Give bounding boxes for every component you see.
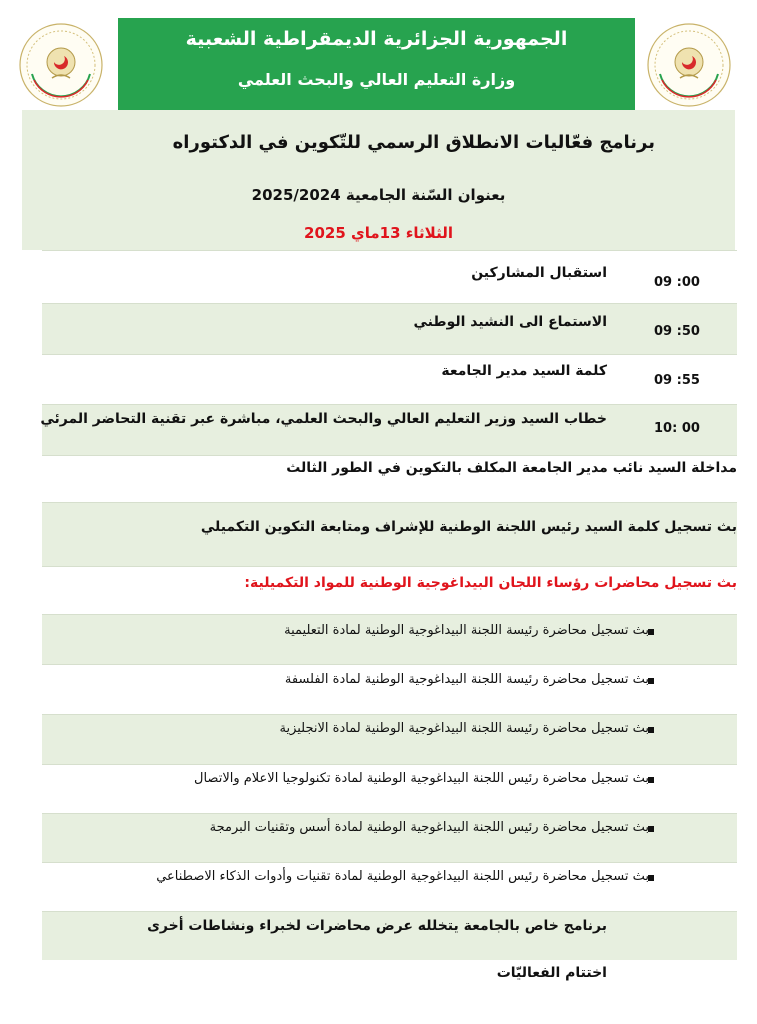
lecture-row [42, 813, 737, 863]
lecture-text: بث تسجيل محاضرة رئيس اللجنة البيداغوجية الوطنية لمادة أسس وتقنيات البرمجة [209, 820, 649, 835]
schedule-row [42, 354, 737, 405]
republic-name: الجمهورية الجزائرية الديمقراطية الشعبية [185, 28, 568, 50]
lecture-row [42, 862, 737, 912]
special-program-row [42, 911, 737, 960]
program-item [42, 502, 737, 567]
ministry-seal-logo-right [646, 22, 732, 108]
program-item [42, 455, 737, 503]
lecture-text: بث تسجيل محاضرة رئيس اللجنة البيداغوجية الوطنية لمادة تقنيات وأدوات الذكاء الاصطناعي [156, 869, 649, 884]
schedule-time: 09 :55 [654, 373, 700, 388]
lecture-row [42, 614, 737, 665]
lecture-text: بث تسجيل محاضرة رئيسة اللجنة البيداغوجية الوطنية لمادة الفلسفة [284, 672, 649, 687]
schedule-text: خطاب السيد وزير التعليم العالي والبحث العلمي، مباشرة عبر تقنية التحاضر المرئي [40, 411, 607, 427]
lecture-text: بث تسجيل محاضرة رئيسة اللجنة البيداغوجية الوطنية لمادة الانجليزية [279, 721, 649, 736]
vice-director-speech: مداخلة السيد نائب مدير الجامعة المكلف بالتكوين في الطور الثالث [286, 460, 737, 476]
program-title: برنامج فعّاليات الانطلاق الرسمي للتّكوين في الدكتوراه [172, 132, 655, 153]
schedule-row [42, 250, 737, 304]
closing-row [42, 959, 737, 1009]
schedule-time: 09 :00 [654, 275, 700, 290]
schedule-time: 09 :50 [654, 324, 700, 339]
lecture-text: بث تسجيل محاضرة رئيسة اللجنة البيداغوجية الوطنية لمادة التعليمية [284, 623, 649, 638]
header-banner [118, 18, 635, 110]
schedule-text: الاستماع الى النشيد الوطني [413, 314, 607, 330]
ministry-name: وزارة التعليم العالي والبحث العلمي [237, 70, 516, 89]
lecture-row [42, 714, 737, 765]
schedule-text: استقبال المشاركين [471, 265, 607, 281]
academic-year: بعنوان السّنة الجامعية 2025/2024 [251, 186, 506, 204]
schedule-row [42, 303, 737, 355]
lecture-row [42, 764, 737, 814]
lectures-heading: بث تسجيل محاضرات رؤساء اللجان البيداغوجية الوطنية للمواد التكميلية: [244, 575, 737, 591]
special-program: برنامج خاص بالجامعة يتخلله عرض محاضرات لخبراء ونشاطات أخرى [147, 918, 607, 934]
schedule-row [42, 404, 737, 456]
national-committee-speech: بث تسجيل كلمة السيد رئيس اللجنة الوطنية للإشراف ومتابعة التكوين التكميلي [200, 519, 737, 535]
lecture-row [42, 664, 737, 715]
lecture-text: بث تسجيل محاضرة رئيس اللجنة البيداغوجية الوطنية لمادة تكنولوجيا الاعلام والاتصال [194, 771, 649, 786]
closing-ceremony: اختتام الفعاليّات [496, 965, 607, 981]
schedule-time: 10: 00 [654, 421, 700, 436]
program-title-box [22, 110, 735, 250]
program-item [42, 566, 737, 615]
schedule-text: كلمة السيد مدير الجامعة [441, 363, 607, 379]
event-date: الثلاثاء 13ماي 2025 [304, 224, 453, 242]
ministry-seal-logo-left [18, 22, 104, 108]
